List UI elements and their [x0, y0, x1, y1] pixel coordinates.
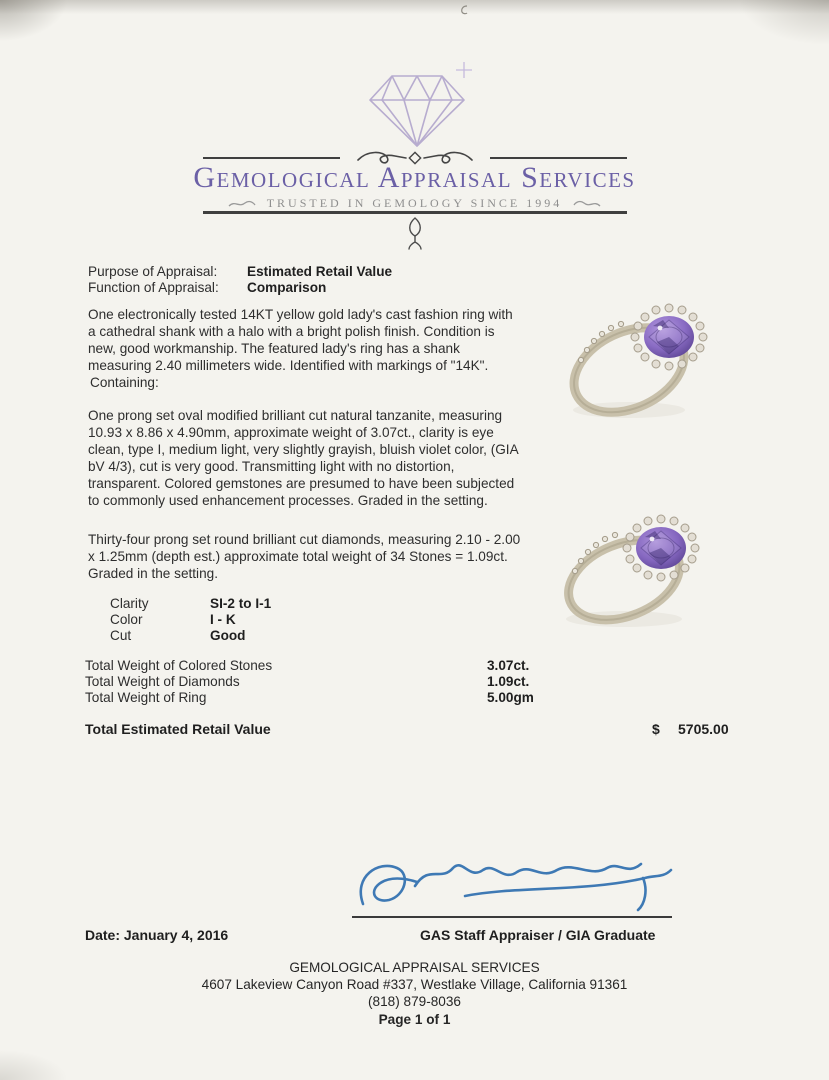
clarity-value: SI-2 to I-1	[210, 596, 272, 611]
scan-ink-mark-icon	[458, 3, 472, 17]
ring-photo-bottom	[545, 498, 725, 638]
purpose-row	[88, 263, 392, 280]
footer-phone: (818) 879-8036	[368, 994, 461, 1009]
grade-row-color	[110, 611, 236, 628]
currency-symbol: $	[652, 721, 660, 737]
function-value: Comparison	[247, 280, 327, 295]
description-paragraph-1: One electronically tested 14KT yellow gold lady's cast fashion ring with a cathedral shank with a halo with a bright polish finish. Condition is new, good workmanship. The featured lady's ring has a shank measuring 2.40 millimeters wide. Identified with markings of "14K".	[88, 307, 513, 373]
total-diamonds-row	[85, 673, 529, 690]
signature-line	[352, 916, 672, 918]
date-label: Date: January 4, 2016	[85, 927, 229, 943]
total-colored-stones-value: 3.07ct.	[487, 658, 530, 673]
function-label: Function of Appraisal:	[88, 280, 219, 295]
total-colored-stones-label: Total Weight of Colored Stones	[85, 658, 273, 673]
purpose-label: Purpose of Appraisal:	[88, 264, 218, 279]
description-paragraph-3: Thirty-four prong set round brilliant cut diamonds, measuring 2.10 - 2.00 x 1.25mm (depth est.) approximate total weight of 34 Stones = 1.09ct. Graded in the setting.	[88, 532, 521, 581]
grade-row-clarity	[110, 595, 271, 612]
total-diamonds-label: Total Weight of Diamonds	[85, 674, 240, 689]
total-ring-weight-value: 5.00gm	[487, 690, 534, 705]
header-bottom-rule	[203, 211, 627, 214]
footer-company: GEMOLOGICAL APPRAISAL SERVICES	[289, 960, 540, 975]
total-diamonds-value: 1.09ct.	[487, 674, 530, 689]
cut-label: Cut	[110, 628, 132, 643]
drop-ornament-icon	[400, 216, 430, 250]
ring-photo-top	[552, 290, 732, 430]
containing-label: Containing:	[90, 375, 159, 390]
flourish-left-icon	[227, 198, 257, 210]
company-title: Gemological Appraisal Services	[193, 161, 636, 194]
diamond-logo-icon	[352, 58, 482, 153]
tagline-text: TRUSTED IN GEMOLOGY SINCE 1994	[266, 196, 563, 210]
appraiser-signature	[345, 852, 685, 922]
flourish-right-icon	[572, 198, 602, 210]
color-value: I - K	[210, 612, 236, 627]
tagline-row	[0, 196, 829, 211]
retail-value-amount: 5705.00	[678, 721, 729, 737]
total-ring-weight-label: Total Weight of Ring	[85, 690, 207, 705]
retail-value-label: Total Estimated Retail Value	[85, 721, 271, 737]
color-label: Color	[110, 612, 143, 627]
page-number: Page 1 of 1	[378, 1012, 451, 1027]
appraiser-title: GAS Staff Appraiser / GIA Graduate	[420, 927, 656, 943]
grade-row-cut	[110, 627, 246, 644]
clarity-label: Clarity	[110, 596, 149, 611]
footer-address: 4607 Lakeview Canyon Road #337, Westlake Village, California 91361	[201, 977, 628, 992]
cut-value: Good	[210, 628, 246, 643]
total-colored-stones-row	[85, 657, 529, 674]
description-paragraph-2: One prong set oval modified brilliant cut natural tanzanite, measuring 10.93 x 8.86 x 4.90mm, approximate weight of 3.07ct., clarity is eye clean, type I, medium light, very slightly grayish, bluish violet color, (GIA bV 4/3), cut is very good. Transmitting light with no distortion, transparent. Colored gemstones are presumed to have been subjected to commonly used enhancement processes. Graded in the setting.	[88, 408, 518, 508]
function-row	[88, 279, 326, 296]
purpose-value: Estimated Retail Value	[247, 264, 393, 279]
total-ring-weight-row	[85, 689, 534, 706]
